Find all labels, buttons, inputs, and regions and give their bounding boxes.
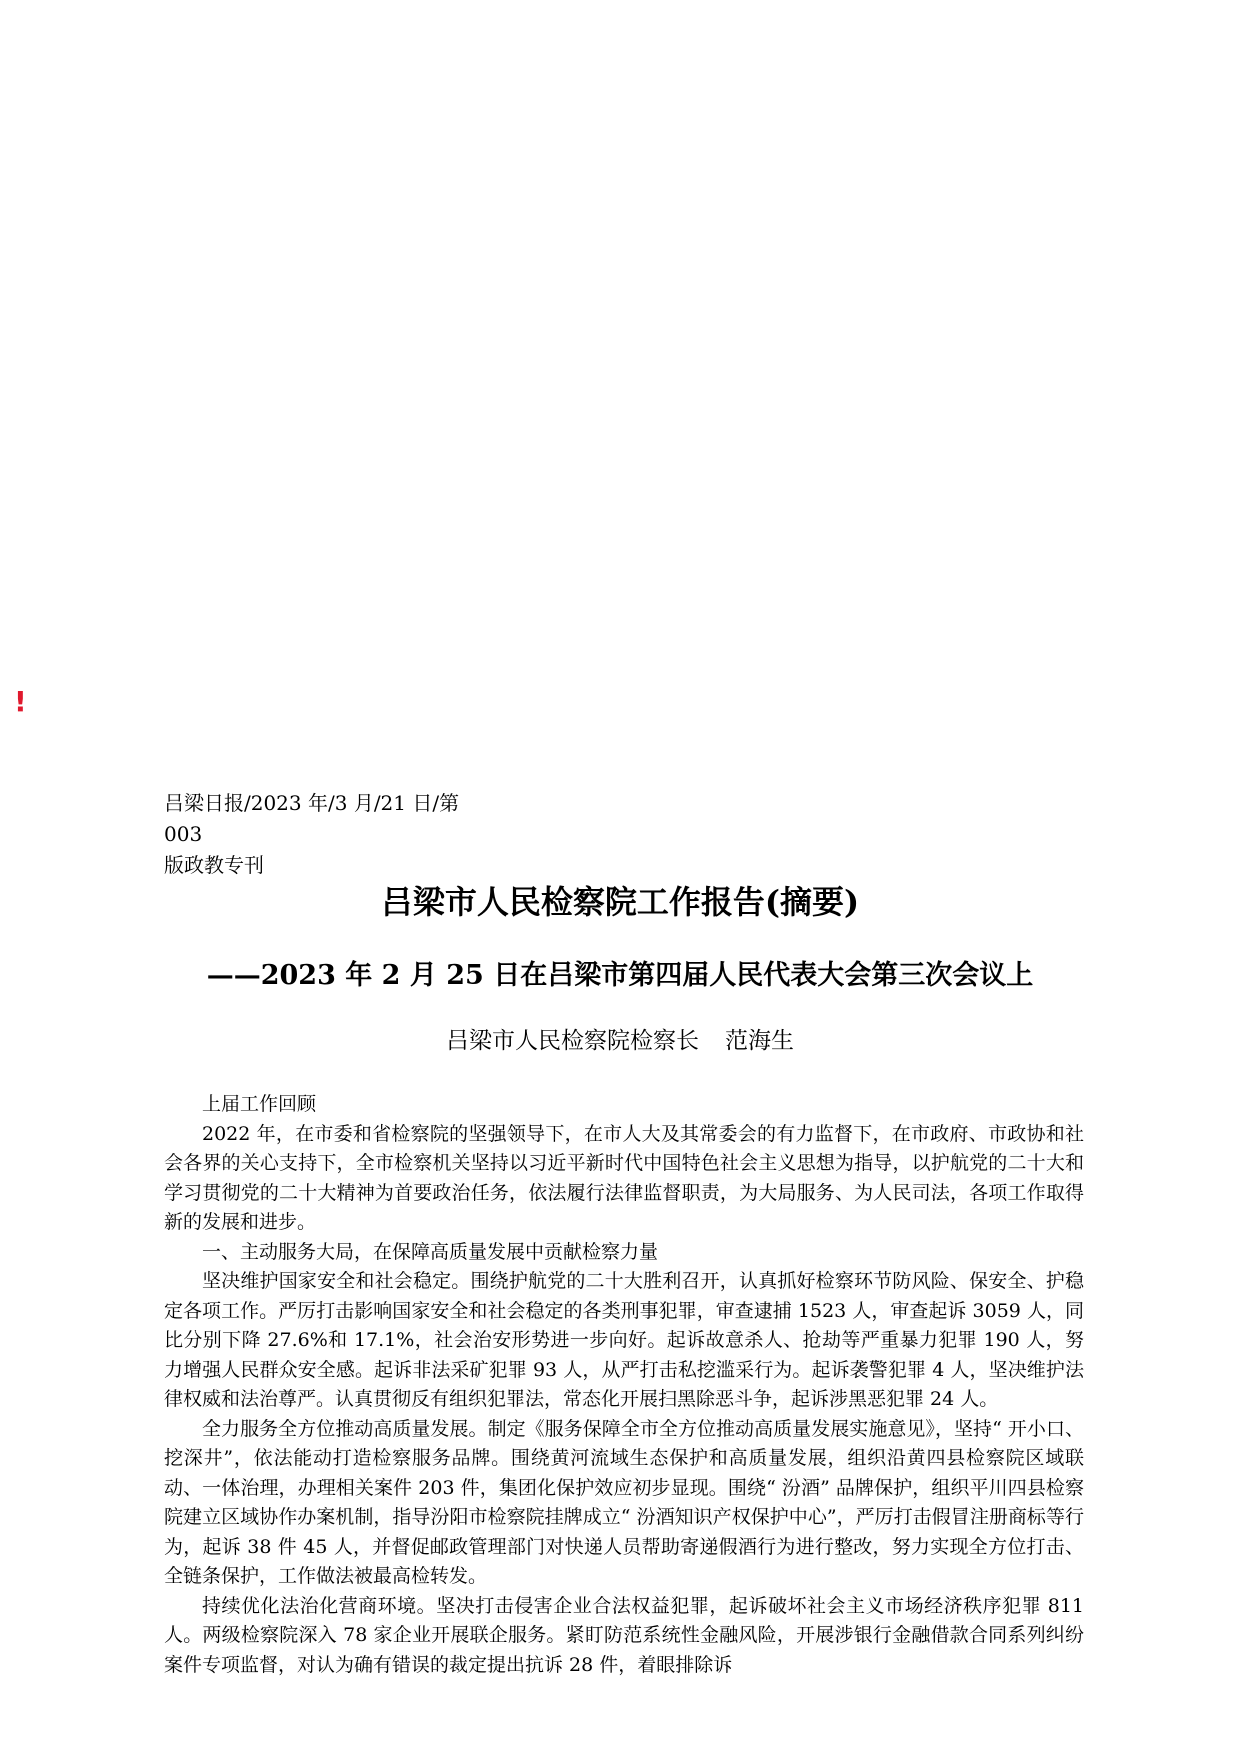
document-title: 吕梁市人民检察院工作报告(摘要): [380, 883, 860, 921]
source-line: 吕梁日报/2023 年/3 月/21 日/第 003: [164, 791, 460, 846]
exclamation-mark: !: [14, 685, 27, 718]
paragraph: 全力服务全方位推动高质量发展。制定《服务保障全市全方位推动高质量发展实施意见》，坚持“ 开小口、挖深井”，依法能动打造检察服务品牌。围绕黄河流域生态保护和高质量发展，组织沿黄四县检察院区域联动、一体治理，办理相关案件 203 件，集团化保护效应初步显现。围绕“ 汾酒” 品牌保护，组织平川四县检察院建立区域协作办案机制，指导汾阳市检察院挂牌成立“ 汾酒知识产权保护中心”，严厉打击假冒注册商标等行为，起诉 38 件 45 人，并督促邮政管理部门对快递人员帮助寄递假酒行为进行整改，努力实现全方位打击、全链条保护，工作做法被最高检转发。: [164, 1417, 1084, 1587]
author-role: 吕梁市人民检察院检察长: [446, 1028, 699, 1054]
paragraph: 坚决维护国家安全和社会稳定。围绕护航党的二十大胜利召开，认真抓好检察环节防风险、保安全、护稳定各项工作。严厉打击影响国家安全和社会稳定的各类刑事犯罪，审查逮捕 1523 人，审查起诉 3059 人，同比分别下降 27.6%和 17.1%，社会治安形势进一步向好。起诉故意杀人、抢劫等严重暴力犯罪 190 人，努力增强人民群众安全感。起诉非法采矿犯罪 93 人，从严打击私挖滥采行为。起诉袭警犯罪 4 人，坚决维护法律权威和法治尊严。认真贯彻反有组织犯罪法，常态化开展扫黑除恶斗争，起诉涉黑恶犯罪 24 人。: [164, 1270, 1084, 1410]
section-heading: 上届工作回顾: [202, 1093, 317, 1115]
source-info: [164, 788, 464, 881]
paragraph: 2022 年，在市委和省检察院的坚强领导下，在市人大及其常委会的有力监督下，在市政府、市政协和社会各界的关心支持下，全市检察机关坚持以习近平新时代中国特色社会主义思想为指导，以护航党的二十大和学习贯彻党的二十大精神为首要政治任务，依法履行法律监督职责，为大局服务、为人民司法，各项工作取得新的发展和进步。: [164, 1122, 1084, 1233]
author-name: 范海生: [725, 1028, 794, 1054]
author-line: [0, 1024, 1240, 1058]
section-line: 版政教专刊: [164, 853, 264, 877]
document-subtitle: ——2023 年 2 月 25 日在吕梁市第四届人民代表大会第三次会议上: [206, 960, 1034, 991]
section-heading: 一、主动服务大局，在保障高质量发展中贡献检察力量: [202, 1240, 659, 1263]
report-body: [164, 1090, 1084, 1680]
paragraph: 持续优化法治化营商环境。坚决打击侵害企业合法权益犯罪，起诉破坏社会主义市场经济秩序犯罪 811 人。两级检察院深入 78 家企业开展联企服务。紧盯防范系统性金融风险，开展涉银行金融借款合同系列纠纷案件专项监督，对认为确有错误的裁定提出抗诉 28 件，着眼排除诉: [164, 1594, 1084, 1676]
